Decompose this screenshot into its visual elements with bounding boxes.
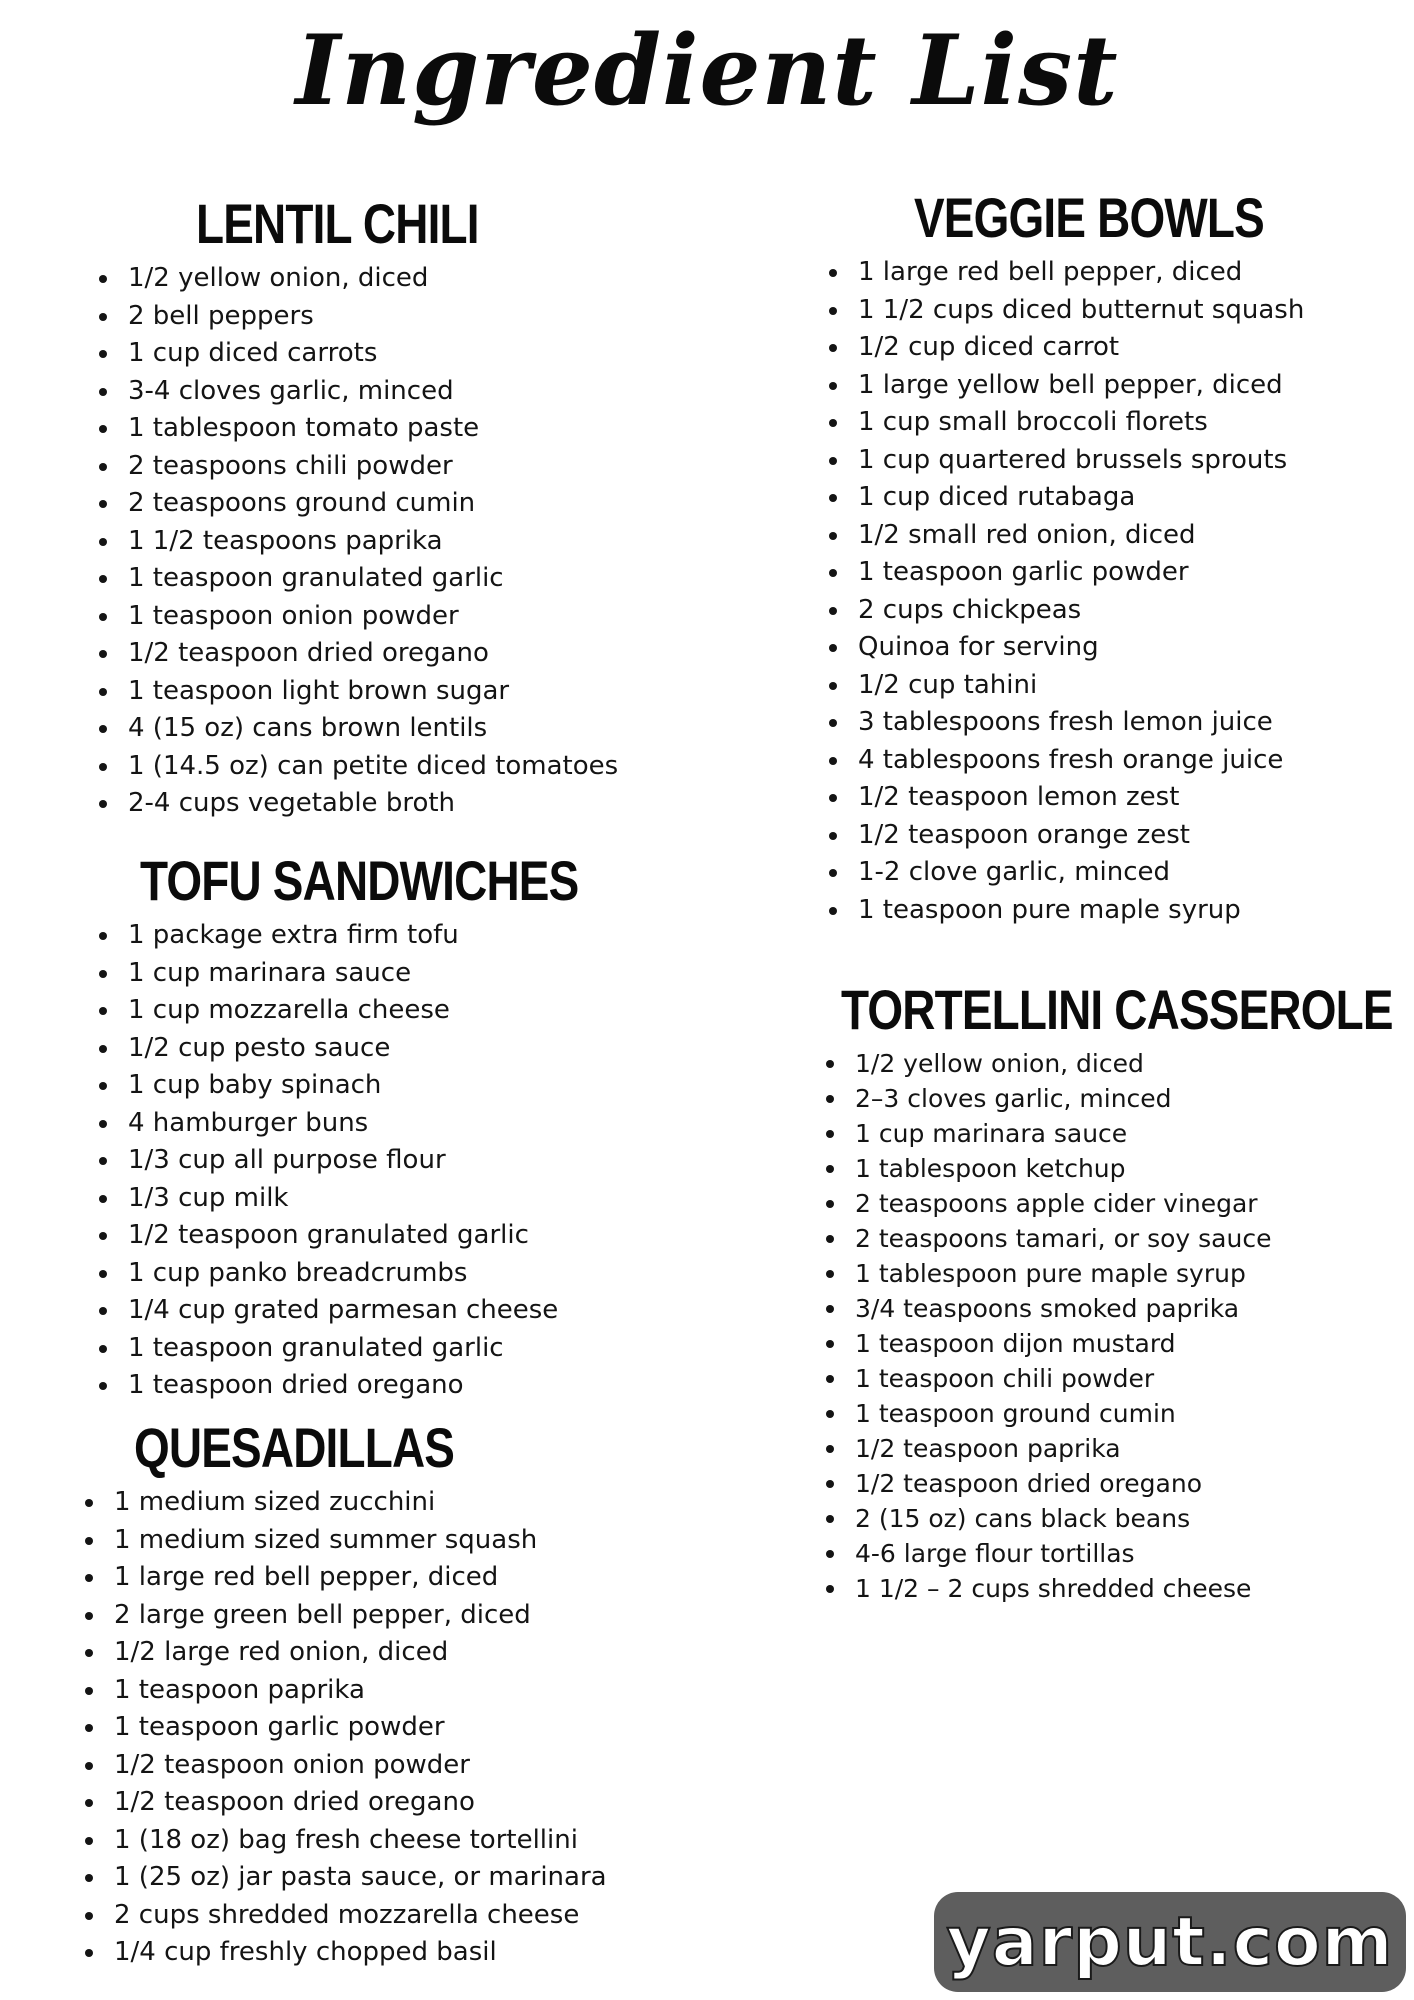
- ingredient-item: 1 cup mozzarella cheese: [96, 992, 675, 1030]
- ingredient-item: 4 (15 oz) cans brown lentils: [96, 710, 618, 748]
- ingredient-list: [823, 1046, 1414, 1606]
- ingredient-item: 4 tablespoons fresh orange juice: [826, 742, 1341, 780]
- ingredient-item: 2 teaspoons chili powder: [96, 448, 618, 486]
- ingredient-item: 1 medium sized zucchini: [82, 1484, 607, 1522]
- ingredient-item: 1 teaspoon garlic powder: [826, 554, 1341, 592]
- ingredient-item: 1 teaspoon light brown sugar: [96, 673, 618, 711]
- ingredient-item: 1 1/2 – 2 cups shredded cheese: [823, 1571, 1414, 1606]
- ingredient-item: 1 large red bell pepper, diced: [826, 254, 1341, 292]
- section-heading: VEGGIE BOWLS: [914, 186, 1264, 249]
- ingredient-item: 1 cup diced carrots: [96, 335, 618, 373]
- ingredient-item: 2 teaspoons ground cumin: [96, 485, 618, 523]
- ingredient-item: 1 cup baby spinach: [96, 1067, 675, 1105]
- ingredient-item: 1 teaspoon paprika: [82, 1672, 607, 1710]
- watermark-badge: [934, 1892, 1406, 1992]
- ingredient-item: 1 teaspoon pure maple syrup: [826, 892, 1341, 930]
- ingredient-item: 1 cup diced rutabaga: [826, 479, 1341, 517]
- ingredient-item: 1/2 small red onion, diced: [826, 517, 1341, 555]
- ingredient-item: 1/2 large red onion, diced: [82, 1634, 607, 1672]
- ingredient-item: 1/2 yellow onion, diced: [823, 1046, 1414, 1081]
- ingredient-item: 1 cup panko breadcrumbs: [96, 1255, 675, 1293]
- ingredient-item: 1/4 cup grated parmesan cheese: [96, 1292, 675, 1330]
- ingredient-item: 1 (25 oz) jar pasta sauce, or marinara: [82, 1859, 607, 1897]
- ingredient-item: 1 teaspoon dijon mustard: [823, 1326, 1414, 1361]
- ingredient-item: 1/2 yellow onion, diced: [96, 260, 618, 298]
- ingredient-item: 1 (14.5 oz) can petite diced tomatoes: [96, 748, 618, 786]
- ingredient-item: 4-6 large flour tortillas: [823, 1536, 1414, 1571]
- section-veggie-bowls: [826, 186, 1341, 929]
- ingredient-item: 3/4 teaspoons smoked paprika: [823, 1291, 1414, 1326]
- ingredient-item: 1/2 teaspoon orange zest: [826, 817, 1341, 855]
- ingredient-item: 1 cup marinara sauce: [823, 1116, 1414, 1151]
- ingredient-item: 1 teaspoon garlic powder: [82, 1709, 607, 1747]
- ingredient-item: 2 cups chickpeas: [826, 592, 1341, 630]
- ingredient-item: 1 tablespoon tomato paste: [96, 410, 618, 448]
- ingredient-item: 1/3 cup milk: [96, 1180, 675, 1218]
- ingredient-item: 1/2 teaspoon dried oregano: [823, 1466, 1414, 1501]
- section-heading: TOFU SANDWICHES: [140, 849, 579, 912]
- section-tortellini-casserole: [823, 978, 1414, 1606]
- ingredient-item: 1-2 clove garlic, minced: [826, 854, 1341, 892]
- section-heading: LENTIL CHILI: [196, 192, 479, 255]
- ingredient-item: 1 teaspoon chili powder: [823, 1361, 1414, 1396]
- ingredient-item: 1 cup small broccoli florets: [826, 404, 1341, 442]
- ingredient-item: 3 tablespoons fresh lemon juice: [826, 704, 1341, 742]
- ingredient-item: 1 (18 oz) bag fresh cheese tortellini: [82, 1822, 607, 1860]
- ingredient-item: 4 hamburger buns: [96, 1105, 675, 1143]
- ingredient-item: 1 tablespoon pure maple syrup: [823, 1256, 1414, 1291]
- ingredient-item: 1 tablespoon ketchup: [823, 1151, 1414, 1186]
- ingredient-item: 1 1/2 teaspoons paprika: [96, 523, 618, 561]
- section-lentil-chili: [96, 192, 619, 823]
- ingredient-item: 1 large yellow bell pepper, diced: [826, 367, 1341, 405]
- ingredient-item: 1 teaspoon onion powder: [96, 598, 618, 636]
- page-title: Ingredient List: [295, 14, 1119, 127]
- section-tofu-sandwiches: [96, 849, 675, 1405]
- ingredient-item: 2 large green bell pepper, diced: [82, 1597, 607, 1635]
- ingredient-item: 3-4 cloves garlic, minced: [96, 373, 618, 411]
- ingredient-list: [96, 917, 675, 1405]
- ingredient-item: 1 medium sized summer squash: [82, 1522, 607, 1560]
- section-heading: QUESADILLAS: [134, 1416, 455, 1479]
- ingredient-item: 1/2 cup pesto sauce: [96, 1030, 675, 1068]
- ingredient-item: 1/2 cup diced carrot: [826, 329, 1341, 367]
- ingredient-item: 2 cups shredded mozzarella cheese: [82, 1897, 607, 1935]
- ingredient-item: 1 teaspoon granulated garlic: [96, 1330, 675, 1368]
- ingredient-item: 1 teaspoon dried oregano: [96, 1367, 675, 1405]
- ingredient-item: 2 (15 oz) cans black beans: [823, 1501, 1414, 1536]
- ingredient-item: 2-4 cups vegetable broth: [96, 785, 618, 823]
- ingredient-list: [96, 260, 618, 823]
- ingredient-item: Quinoa for serving: [826, 629, 1341, 667]
- ingredient-item: 2 teaspoons tamari, or soy sauce: [823, 1221, 1414, 1256]
- ingredient-item: 2 teaspoons apple cider vinegar: [823, 1186, 1414, 1221]
- ingredient-item: 1/3 cup all purpose flour: [96, 1142, 675, 1180]
- ingredient-item: 1 teaspoon ground cumin: [823, 1396, 1414, 1431]
- ingredient-item: 1 cup quartered brussels sprouts: [826, 442, 1341, 480]
- ingredient-item: 1/2 teaspoon dried oregano: [82, 1784, 607, 1822]
- ingredient-list: [826, 254, 1341, 929]
- ingredient-list: [82, 1484, 607, 1972]
- ingredient-item: 1/2 teaspoon onion powder: [82, 1747, 607, 1785]
- ingredient-item: 1 teaspoon granulated garlic: [96, 560, 618, 598]
- watermark-text: yarput.com: [946, 1902, 1394, 1982]
- ingredient-item: 2–3 cloves garlic, minced: [823, 1081, 1414, 1116]
- ingredient-item: 1/2 teaspoon paprika: [823, 1431, 1414, 1466]
- ingredient-item: 1 1/2 cups diced butternut squash: [826, 292, 1341, 330]
- ingredient-item: 1/4 cup freshly chopped basil: [82, 1934, 607, 1972]
- ingredient-item: 1 cup marinara sauce: [96, 955, 675, 993]
- ingredient-item: 1/2 teaspoon lemon zest: [826, 779, 1341, 817]
- section-quesadillas: [82, 1416, 607, 1972]
- ingredient-item: 1/2 teaspoon granulated garlic: [96, 1217, 675, 1255]
- ingredient-item: 1 large red bell pepper, diced: [82, 1559, 607, 1597]
- ingredient-item: 1/2 teaspoon dried oregano: [96, 635, 618, 673]
- ingredient-item: 2 bell peppers: [96, 298, 618, 336]
- ingredient-item: 1/2 cup tahini: [826, 667, 1341, 705]
- ingredient-item: 1 package extra firm tofu: [96, 917, 675, 955]
- section-heading: TORTELLINI CASSEROLE: [841, 978, 1393, 1041]
